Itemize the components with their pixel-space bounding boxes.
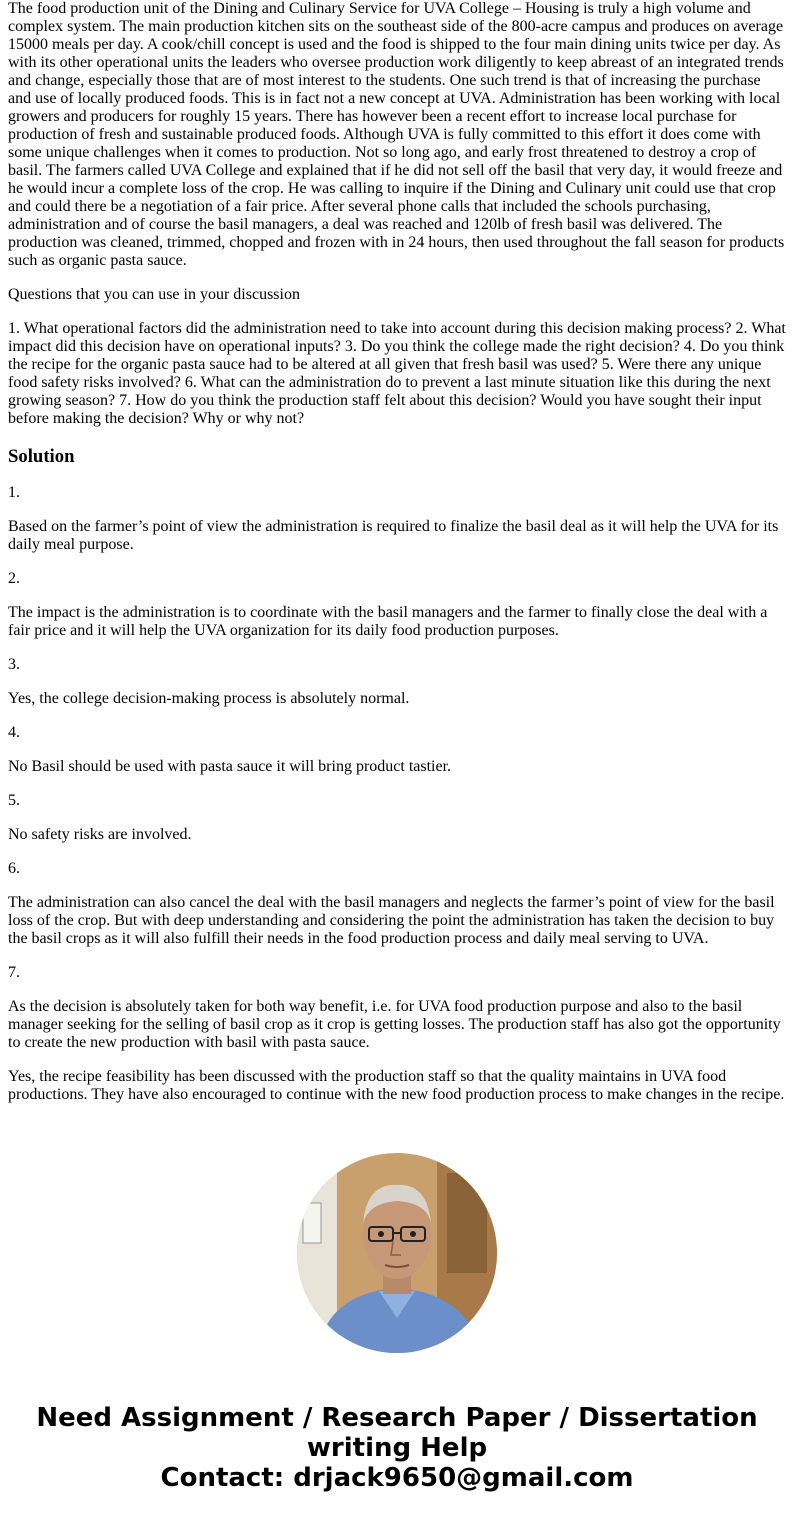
questions-heading: Questions that you can use in your discussion xyxy=(8,286,300,303)
footer-line-2: writing Help xyxy=(306,1433,488,1463)
answer-7-number: 7. xyxy=(8,964,20,981)
answer-7-text: As the decision is absolutely taken for both way benefit, i.e. for UVA food production purpose and also to the basil manager seeking for the selling of basil crop as it crop is getting losses. The production staff has also got the opportunity to create the new production with basil with pasta sauce. xyxy=(8,998,781,1051)
author-avatar xyxy=(297,1153,497,1353)
author-portrait-icon xyxy=(297,1153,497,1353)
answer-1-number: 1. xyxy=(8,484,20,501)
answer-4-text: No Basil should be used with pasta sauce it will bring product tastier. xyxy=(8,758,452,775)
footer-contact: Contact: drjack9650@gmail.com xyxy=(160,1463,634,1493)
contact-footer xyxy=(0,1403,794,1493)
answer-2-number: 2. xyxy=(8,570,20,587)
answer-6-text: The administration can also cancel the deal with the basil managers and neglects the farmer’s point of view for the basil loss of the crop. But with deep understanding and considering the point the administration has taken the decision to buy the basil crops as it will also fulfill their needs in the food production process and daily meal serving to UVA. xyxy=(8,894,775,947)
answer-2-text: The impact is the administration is to coordinate with the basil managers and the farmer to finally close the deal with a fair price and it will help the UVA organization for its daily food production purposes. xyxy=(8,604,768,639)
document-body xyxy=(8,0,786,1120)
footer-line-1: Need Assignment / Research Paper / Dissertation xyxy=(36,1403,758,1433)
questions-list: 1. What operational factors did the administration need to take into account during this decision making process? 2. What impact did this decision have on operational inputs? 3. Do you think the college made the right decision? 4. Do you think the recipe for the organic pasta sauce had to be altered at all given that fresh basil was used? 5. Were there any unique food safety risks involved? 6. What can the administration do to prevent a last minute situation like this during the next growing season? 7. How do you think the production staff felt about this decision? Would you have sought their input before making the decision? Why or why not? xyxy=(8,320,786,427)
answer-5-text: No safety risks are involved. xyxy=(8,826,192,843)
answer-4-number: 4. xyxy=(8,724,20,741)
answer-3-text: Yes, the college decision-making process is absolutely normal. xyxy=(8,690,410,707)
answer-6-number: 6. xyxy=(8,860,20,877)
answer-3-number: 3. xyxy=(8,656,20,673)
solution-heading: Solution xyxy=(8,446,75,467)
answer-5-number: 5. xyxy=(8,792,20,809)
closing-paragraph: Yes, the recipe feasibility has been discussed with the production staff so that the quality maintains in UVA food productions. They have also encouraged to continue with the new food production process to make changes in the recipe. xyxy=(8,1068,785,1103)
answer-1-text: Based on the farmer’s point of view the administration is required to finalize the basil deal as it will help the UVA for its daily meal purpose. xyxy=(8,518,779,553)
case-intro: The food production unit of the Dining and Culinary Service for UVA College – Housing is truly a high volume and complex system. The main production kitchen sits on the southeast side of the 800-acre campus and produces on average 15000 meals per day. A cook/chill concept is used and the food is shipped to the four main dining units twice per day. As with its other operational units the leaders who oversee production work diligently to keep abreast of an integrated trends and change, especially those that are of most interest to the students. One such trend is that of increasing the purchase and use of locally produced foods. This is in fact not a new concept at UVA. Administration has been working with local growers and producers for roughly 15 years. There has however been a recent effort to increase local purchase for production of fresh and sustainable produced foods. Although UVA is fully committed to this effort it does come with some unique challenges when it comes to production. Not so long ago, and early frost threatened to destroy a crop of basil. The farmers called UVA College and explained that if he did not sell off the basil that very day, it would freeze and he would incur a complete loss of the crop. He was calling to inquire if the Dining and Culinary unit could use that crop and could there be a negotiation of a fair price. After several phone calls that included the schools purchasing, administration and of course the basil managers, a deal was reached and 120lb of fresh basil was delivered. The production was cleaned, trimmed, chopped and frozen with in 24 hours, then used throughout the fall season for products such as organic pasta sauce. xyxy=(8,0,785,269)
